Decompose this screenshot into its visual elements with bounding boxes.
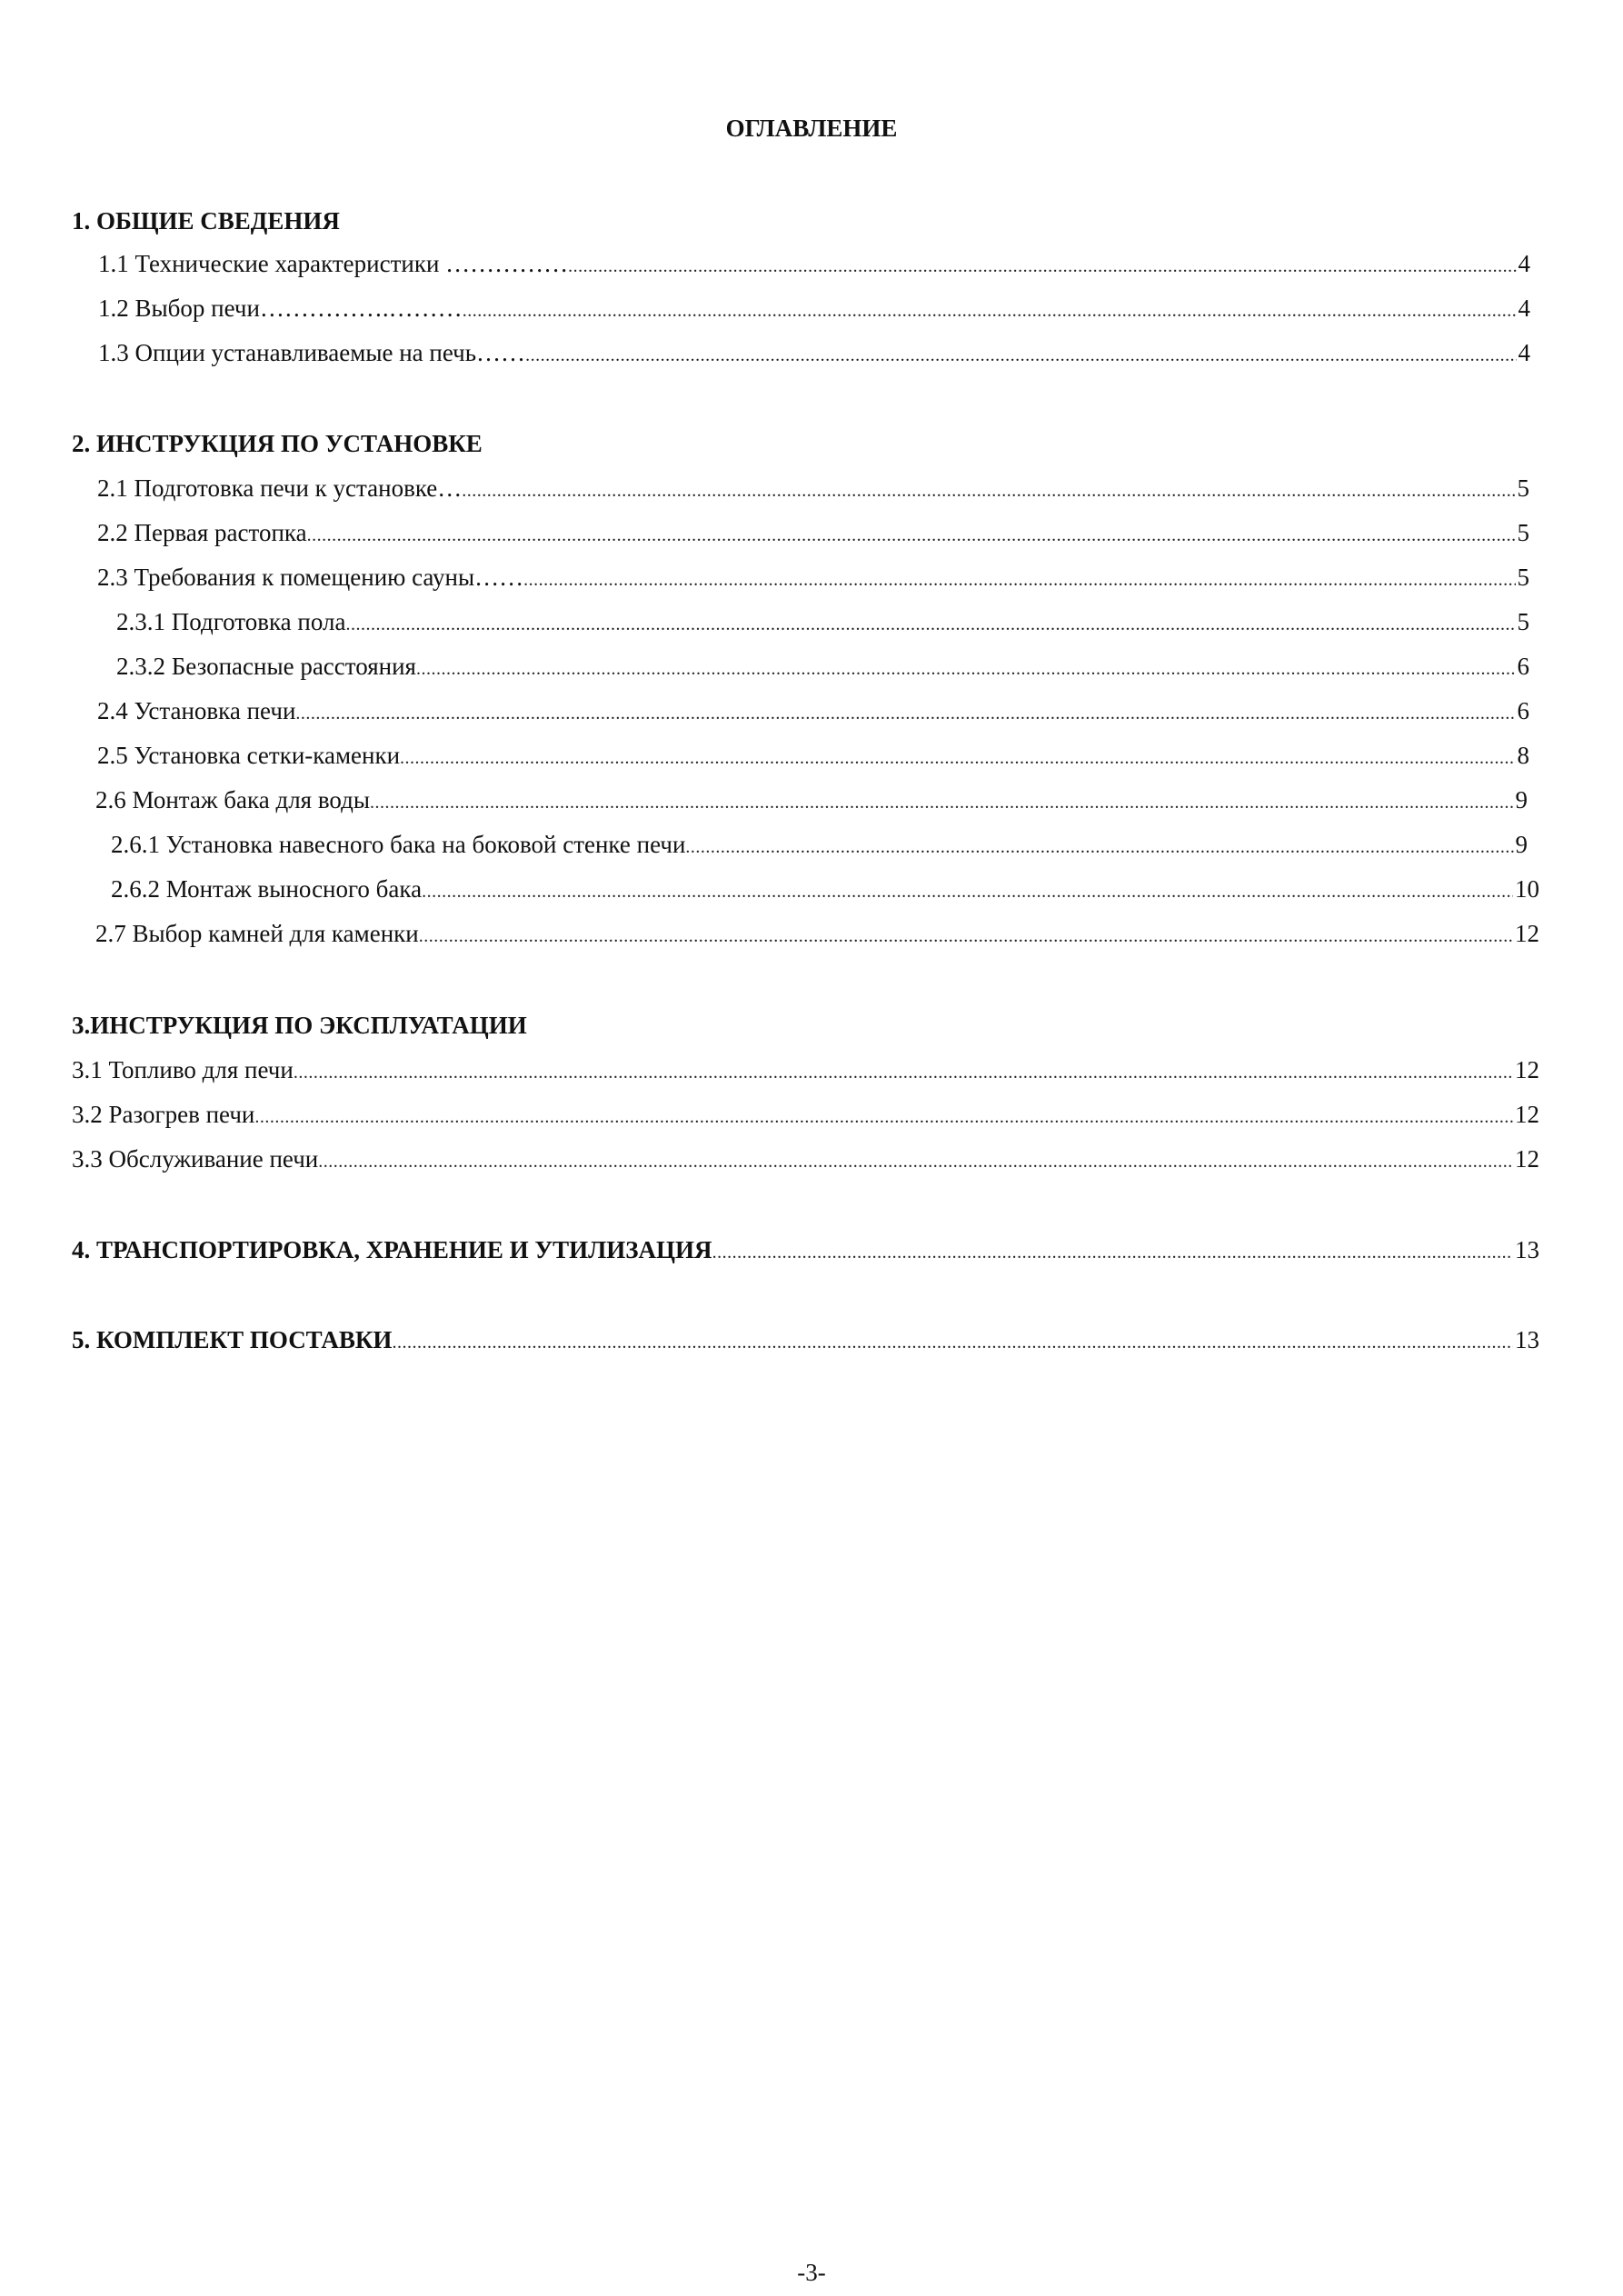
dot-leader — [712, 1237, 1513, 1268]
toc-entry-page: 4 — [1518, 250, 1530, 277]
dot-leader — [295, 698, 1515, 729]
toc-entry-label: 2.2 Первая растопка — [97, 519, 307, 546]
toc-entry-2-4[interactable] — [97, 695, 1529, 726]
toc-entry-1-3[interactable] — [98, 337, 1530, 368]
dot-leader — [318, 1146, 1513, 1177]
toc-entry-page: 5 — [1517, 519, 1529, 546]
toc-entry-label: 3.2 Разогрев печи — [72, 1101, 255, 1128]
toc-entry-label: 2.6.2 Монтаж выносного бака — [111, 875, 423, 903]
section-heading-4: 4. ТРАНСПОРТИРОВКА, ХРАНЕНИЕ И УТИЛИЗАЦИЯ — [72, 1236, 712, 1263]
dot-leader — [307, 520, 1516, 551]
toc-entry-2-3[interactable] — [97, 562, 1529, 593]
toc-entry-page: 4 — [1518, 339, 1530, 366]
toc-entry-label: 2.7 Выбор камней для каменки — [95, 920, 419, 947]
toc-entry-page: 6 — [1517, 697, 1529, 724]
dot-leader — [294, 1057, 1513, 1088]
toc-entry-label: 3.1 Топливо для печи — [72, 1056, 294, 1083]
toc-entry-page: 12 — [1515, 1101, 1539, 1128]
section-heading-3: 3.ИНСТРУКЦИЯ ПО ЭКСПЛУАТАЦИИ — [72, 1012, 527, 1039]
section-heading-2: 2. ИНСТРУКЦИЯ ПО УСТАНОВКЕ — [72, 430, 483, 457]
dot-leader — [416, 654, 1516, 684]
toc-entry-3-3[interactable] — [72, 1143, 1539, 1174]
toc-entry-label: 2.3.1 Подготовка пола — [116, 608, 346, 635]
dot-leader — [419, 921, 1513, 952]
dot-leader — [370, 787, 1513, 818]
section-heading-1: 1. ОБЩИЕ СВЕДЕНИЯ — [72, 207, 340, 235]
toc-title: ОГЛАВЛЕНИЕ — [725, 115, 898, 142]
toc-entry-label: 2.5 Установка сетки-каменки — [97, 742, 401, 769]
toc-entry-label: 2.3.2 Безопасные расстояния — [116, 653, 416, 680]
toc-entry-2-3-1[interactable] — [116, 606, 1529, 637]
toc-entry-page: 8 — [1517, 742, 1529, 769]
toc-entry-page: 5 — [1517, 564, 1529, 591]
toc-entry-label: 1.1 Технические характеристики …………… — [98, 250, 569, 277]
section-heading-5: 5. КОМПЛЕКТ ПОСТАВКИ — [72, 1326, 393, 1353]
toc-entry-2-3-2[interactable] — [116, 651, 1529, 682]
dot-leader — [422, 876, 1513, 907]
toc-entry-2-7[interactable] — [95, 918, 1539, 949]
dot-leader — [685, 832, 1513, 863]
dot-leader — [525, 340, 1516, 371]
dot-leader — [523, 564, 1515, 595]
toc-entry-page: 13 — [1515, 1236, 1539, 1263]
toc-entry-2-6-1[interactable] — [111, 829, 1528, 860]
toc-entry-section-4[interactable] — [72, 1234, 1539, 1265]
toc-entry-label: 1.3 Опции устанавливаемые на печь…… — [98, 339, 526, 366]
toc-entry-page: 12 — [1515, 1145, 1539, 1173]
toc-entry-page: 5 — [1517, 608, 1529, 635]
toc-entry-page: 6 — [1517, 653, 1529, 680]
dot-leader — [400, 743, 1515, 774]
toc-entry-label: 1.2 Выбор печи…………….……… — [98, 294, 463, 322]
toc-entry-page: 4 — [1518, 294, 1530, 322]
toc-entry-page: 12 — [1515, 1056, 1539, 1083]
toc-entry-page: 13 — [1515, 1326, 1539, 1353]
toc-entry-2-2[interactable] — [97, 517, 1529, 548]
footer-page-number: -3- — [797, 2259, 826, 2286]
toc-entry-page: 12 — [1515, 920, 1539, 947]
dot-leader — [462, 475, 1515, 506]
dot-leader — [254, 1102, 1513, 1133]
toc-entry-label: 2.3 Требования к помещению сауны…… — [97, 564, 524, 591]
dot-leader — [345, 609, 1515, 640]
toc-entry-page: 5 — [1517, 474, 1529, 502]
toc-entry-page: 10 — [1515, 875, 1539, 903]
toc-entry-2-6[interactable] — [95, 784, 1528, 815]
toc-entry-2-6-2[interactable] — [111, 873, 1539, 904]
toc-entry-1-1[interactable] — [98, 248, 1530, 279]
toc-entry-label: 2.1 Подготовка печи к установке… — [97, 474, 463, 502]
toc-entry-page: 9 — [1515, 786, 1528, 814]
toc-entry-1-2[interactable] — [98, 293, 1530, 324]
toc-entry-2-5[interactable] — [97, 740, 1529, 771]
toc-entry-3-2[interactable] — [72, 1099, 1539, 1130]
toc-entry-label: 2.4 Установка печи — [97, 697, 296, 724]
dot-leader — [392, 1327, 1513, 1358]
toc-entry-section-5[interactable] — [72, 1324, 1539, 1355]
toc-entry-label: 2.6.1 Установка навесного бака на боковой стенке печи — [111, 831, 686, 858]
toc-entry-page: 9 — [1515, 831, 1528, 858]
toc-entry-label: 2.6 Монтаж бака для воды — [95, 786, 371, 814]
dot-leader — [568, 251, 1516, 282]
toc-entry-2-1[interactable] — [97, 473, 1529, 504]
toc-entry-label: 3.3 Обслуживание печи — [72, 1145, 319, 1173]
toc-entry-3-1[interactable] — [72, 1054, 1539, 1085]
dot-leader — [463, 295, 1517, 326]
